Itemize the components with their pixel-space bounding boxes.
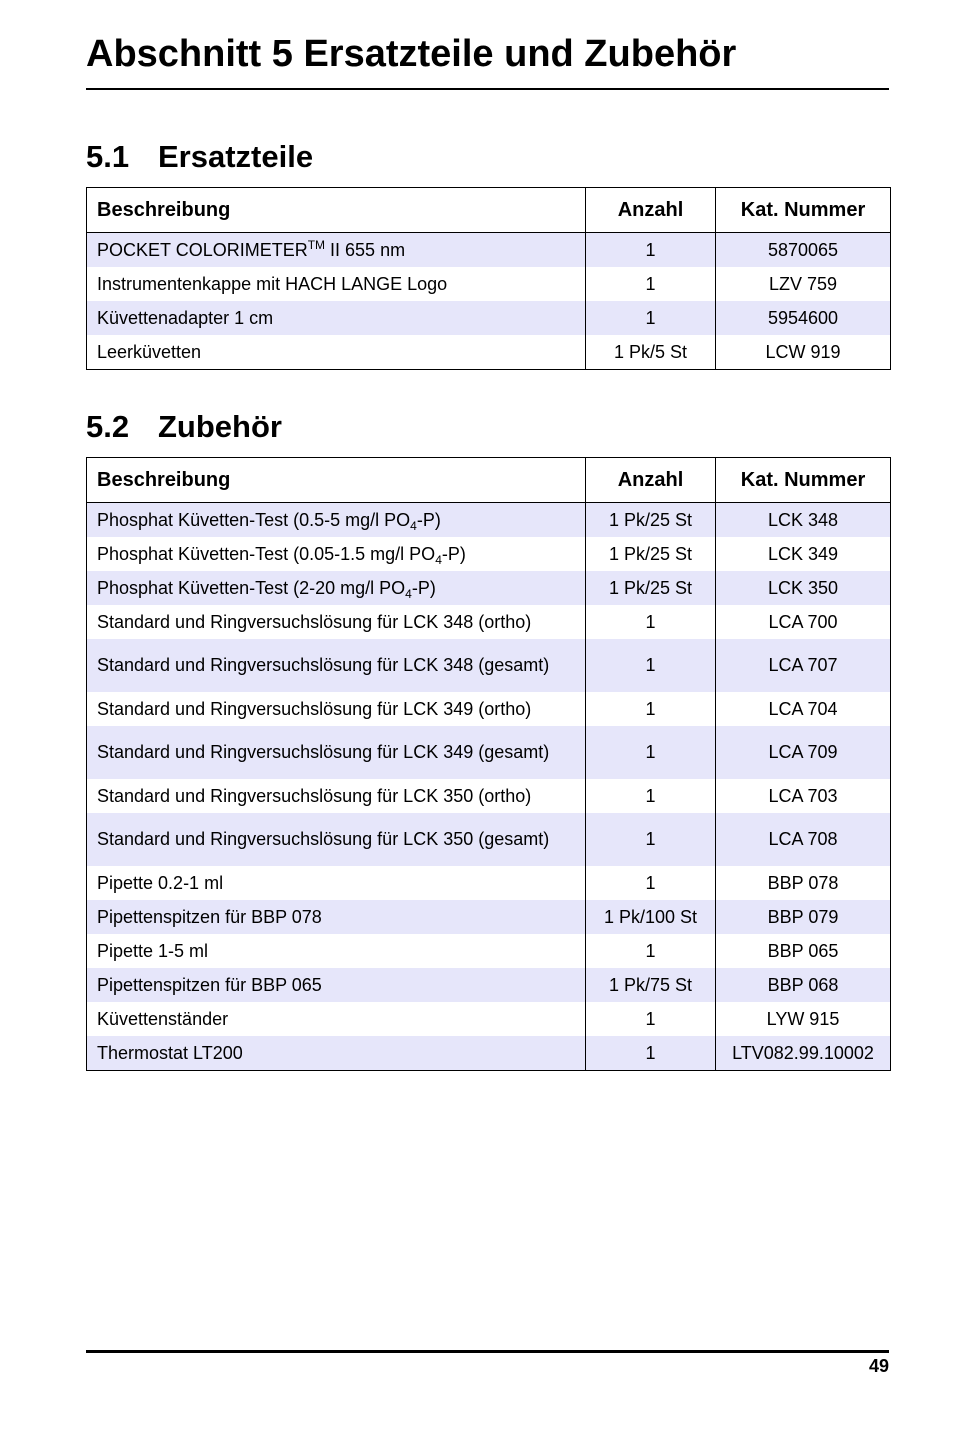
row-description: Leerküvetten bbox=[87, 335, 586, 370]
section-number: 5.1 bbox=[86, 139, 130, 174]
row-description: Phosphat Küvetten-Test (0.5-5 mg/l $PO_4-P$) bbox=[87, 503, 586, 538]
row-catalog-number: LCK 348 bbox=[716, 503, 891, 538]
section-heading-spare-parts bbox=[86, 137, 313, 177]
row-catalog-number: LCK 350 bbox=[716, 571, 891, 605]
row-catalog-number: LTV082.99.10002 bbox=[716, 1036, 891, 1071]
row-quantity: 1 bbox=[586, 267, 716, 301]
table-header-row bbox=[87, 188, 891, 233]
table-row bbox=[87, 503, 891, 538]
row-description: Thermostat LT200 bbox=[87, 1036, 586, 1071]
accessories-table bbox=[86, 457, 891, 1071]
table-row bbox=[87, 692, 891, 726]
row-quantity: 1 bbox=[586, 233, 716, 268]
table-row bbox=[87, 335, 891, 370]
row-catalog-number: LCW 919 bbox=[716, 335, 891, 370]
row-quantity: 1 Pk/100 St bbox=[586, 900, 716, 934]
row-quantity: 1 bbox=[586, 934, 716, 968]
column-header-quantity: Anzahl bbox=[586, 188, 716, 233]
table-row bbox=[87, 233, 891, 268]
table-row bbox=[87, 866, 891, 900]
row-catalog-number: BBP 078 bbox=[716, 866, 891, 900]
table-row bbox=[87, 900, 891, 934]
section-title: Ersatzteile bbox=[158, 139, 314, 174]
row-catalog-number: LCA 709 bbox=[716, 726, 891, 779]
row-description: Pipette 1-5 ml bbox=[87, 934, 586, 968]
row-quantity: 1 bbox=[586, 779, 716, 813]
column-header-catalog: Kat. Nummer bbox=[716, 458, 891, 503]
table-row bbox=[87, 605, 891, 639]
row-description: Pipette 0.2-1 ml bbox=[87, 866, 586, 900]
row-description: Küvettenständer bbox=[87, 1002, 586, 1036]
row-quantity: 1 Pk/25 St bbox=[586, 537, 716, 571]
row-catalog-number: BBP 065 bbox=[716, 934, 891, 968]
table-row bbox=[87, 267, 891, 301]
row-catalog-number: LCA 704 bbox=[716, 692, 891, 726]
accessories-body bbox=[87, 503, 891, 1071]
spare-parts-body bbox=[87, 233, 891, 370]
row-description: Standard und Ringversuchslösung für LCK 348 (ortho) bbox=[87, 605, 586, 639]
row-description: Standard und Ringversuchslösung für LCK 349 (ortho) bbox=[87, 692, 586, 726]
spare-parts-table bbox=[86, 187, 891, 370]
table-row bbox=[87, 537, 891, 571]
page-number: 49 bbox=[868, 1356, 889, 1376]
row-description: Standard und Ringversuchslösung für LCK 349 (gesamt) bbox=[87, 726, 586, 779]
row-description: Instrumentenkappe mit HACH LANGE Logo bbox=[87, 267, 586, 301]
section-heading-accessories bbox=[86, 407, 282, 447]
row-catalog-number: 5870065 bbox=[716, 233, 891, 268]
section-title: Zubehör bbox=[158, 409, 282, 444]
row-quantity: 1 bbox=[586, 1002, 716, 1036]
row-quantity: 1 bbox=[586, 639, 716, 692]
row-description: Küvettenadapter 1 cm bbox=[87, 301, 586, 335]
row-description: Pipettenspitzen für BBP 078 bbox=[87, 900, 586, 934]
row-description: Standard und Ringversuchslösung für LCK 350 (ortho) bbox=[87, 779, 586, 813]
page-title: Abschnitt 5 Ersatzteile und Zubehör bbox=[86, 33, 737, 75]
row-quantity: 1 bbox=[586, 866, 716, 900]
row-quantity: 1 Pk/25 St bbox=[586, 571, 716, 605]
row-catalog-number: LCA 703 bbox=[716, 779, 891, 813]
section-number: 5.2 bbox=[86, 409, 130, 444]
row-description: Phosphat Küvetten-Test (0.05-1.5 mg/l $PO_4-P$) bbox=[87, 537, 586, 571]
row-catalog-number: LYW 915 bbox=[716, 1002, 891, 1036]
row-catalog-number: BBP 068 bbox=[716, 968, 891, 1002]
table-row bbox=[87, 934, 891, 968]
row-catalog-number: LCA 708 bbox=[716, 813, 891, 866]
table-row bbox=[87, 726, 891, 779]
table-row bbox=[87, 1002, 891, 1036]
row-quantity: 1 Pk/25 St bbox=[586, 503, 716, 538]
table-row bbox=[87, 1036, 891, 1071]
table-row bbox=[87, 301, 891, 335]
row-quantity: 1 bbox=[586, 1036, 716, 1071]
row-quantity: 1 Pk/5 St bbox=[586, 335, 716, 370]
row-catalog-number: LCA 707 bbox=[716, 639, 891, 692]
row-catalog-number: 5954600 bbox=[716, 301, 891, 335]
row-description: Standard und Ringversuchslösung für LCK 348 (gesamt) bbox=[87, 639, 586, 692]
row-description: POCKET COLORIMETER™ II 655 nm bbox=[87, 233, 586, 268]
table-row bbox=[87, 571, 891, 605]
column-header-description: Beschreibung bbox=[87, 458, 586, 503]
table-row bbox=[87, 813, 891, 866]
row-quantity: 1 bbox=[586, 605, 716, 639]
footer-divider bbox=[86, 1350, 889, 1353]
row-description: Pipettenspitzen für BBP 065 bbox=[87, 968, 586, 1002]
title-divider bbox=[86, 88, 889, 90]
table-header-row bbox=[87, 458, 891, 503]
row-catalog-number: LCK 349 bbox=[716, 537, 891, 571]
table-row bbox=[87, 779, 891, 813]
column-header-catalog: Kat. Nummer bbox=[716, 188, 891, 233]
row-description: Standard und Ringversuchslösung für LCK 350 (gesamt) bbox=[87, 813, 586, 866]
table-row bbox=[87, 968, 891, 1002]
table-row bbox=[87, 639, 891, 692]
row-quantity: 1 bbox=[586, 692, 716, 726]
row-quantity: 1 bbox=[586, 301, 716, 335]
column-header-description: Beschreibung bbox=[87, 188, 586, 233]
row-catalog-number: LZV 759 bbox=[716, 267, 891, 301]
row-quantity: 1 Pk/75 St bbox=[586, 968, 716, 1002]
row-quantity: 1 bbox=[586, 813, 716, 866]
row-quantity: 1 bbox=[586, 726, 716, 779]
row-catalog-number: LCA 700 bbox=[716, 605, 891, 639]
column-header-quantity: Anzahl bbox=[586, 458, 716, 503]
row-description: Phosphat Küvetten-Test (2-20 mg/l $PO_4-P$) bbox=[87, 571, 586, 605]
row-catalog-number: BBP 079 bbox=[716, 900, 891, 934]
